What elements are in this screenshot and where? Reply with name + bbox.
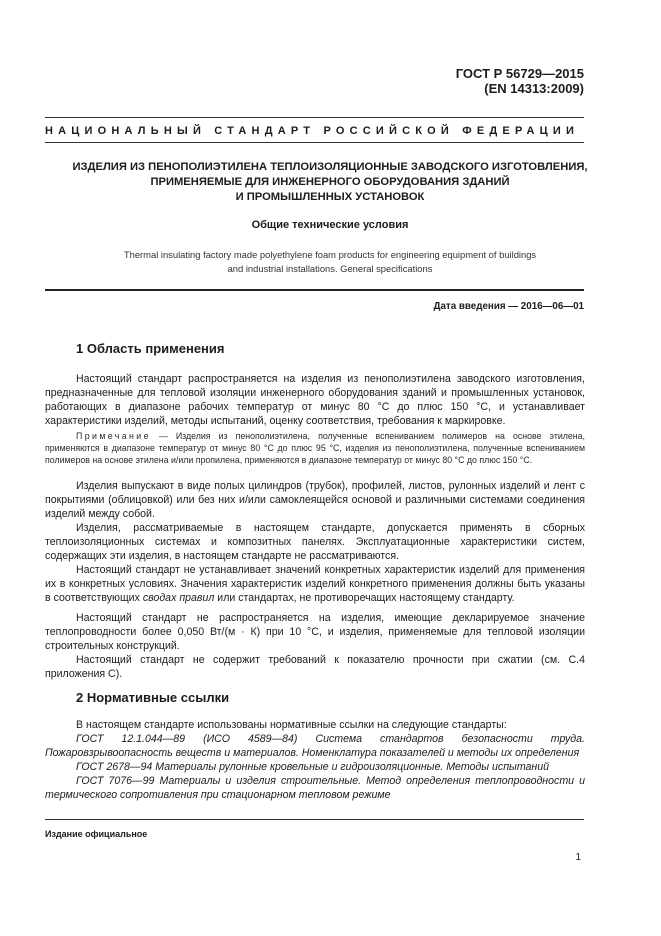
section-1-paragraph <box>45 653 585 681</box>
section-1-note <box>45 430 585 467</box>
english-title <box>45 248 615 276</box>
section-2-heading: 2 Нормативные ссылки <box>76 690 230 705</box>
paragraph-text: Изделия, рассматриваемые в настоящем стандарте, допускается применять в сборных теплоизоляционных системах и композитных панелях. Эксплуатационные характеристики систем, содержащих эти изделия, в настоящем стандарте не рассматриваются. <box>45 522 585 562</box>
paragraph-text: Настоящий стандарт распространяется на изделия из пенополиэтилена заводского изготовления, предназначенные для тепловой изоляции инженерного оборудования зданий и промышленных установок, работающих в диапазоне рабочих температур от минус 80 °С до плюс 150 °С, и устанавливает характеристики изделий, методы испытаний, оценку соответствия, требования к маркировке. <box>45 373 585 427</box>
paragraph-text: В настоящем стандарте использованы нормативные ссылки на следующие стандарты: <box>76 719 507 731</box>
english-title-line: Thermal insulating factory made polyethylene foam products for engineering equipment of buildings <box>123 249 537 260</box>
document-subtitle: Общие технические условия <box>251 219 409 231</box>
paragraph-text: Настоящий стандарт не содержит требований к показателю прочности при сжатии (см. С.4 приложения С). <box>45 654 585 680</box>
paragraph-text: или стандартах, не противоречащих настоящему стандарту. <box>214 592 515 604</box>
paragraph-italic-text: сводах правил <box>142 592 215 604</box>
paragraph-text: Изделия выпускают в виде полых цилиндров (трубок), профилей, листов, рулонных изделий и лент с покрытиями (облицовкой) или без них и/или самоклеящейся основой и различными системами соединения изделий между собой. <box>45 480 585 520</box>
title-rule <box>45 289 584 291</box>
document-title <box>45 160 615 205</box>
note-text: — Изделия из пенополиэтилена, полученные вспениванием полимеров на основе этилена, применяются в диапазоне температур от минус 80 °С до плюс 95 °С, изделия из пенополиэтилена, полученные вспениванием полимеров на основе этилена и/или пропилена, применяются в диапазоне температур от минус 80 °С до плюс 150 °С. <box>45 431 585 466</box>
section-1-paragraph <box>45 521 585 563</box>
top-rule <box>45 117 584 118</box>
reference-text: ГОСТ 2678—94 Материалы рулонные кровельные и гидроизоляционные. Методы испытаний <box>76 761 550 773</box>
normative-reference <box>45 732 585 760</box>
section-1-paragraph <box>45 372 585 428</box>
section-1-heading: 1 Область применения <box>76 341 225 356</box>
paragraph-text: Настоящий стандарт не устанавливает значений конкретных характеристик изделий для применения их в конкретных условиях. Значения характеристик изделий конкретного применения должны быть указаны в соответствующих <box>45 564 585 604</box>
title-line: ПРИМЕНЯЕМЫЕ ДЛЯ ИНЖЕНЕРНОГО ОБОРУДОВАНИЯ ЗДАНИЙ <box>150 176 510 188</box>
title-line: И ПРОМЫШЛЕННЫХ УСТАНОВОК <box>235 191 425 203</box>
section-1-paragraph <box>45 479 585 521</box>
normative-reference <box>45 774 585 802</box>
normative-reference <box>45 760 585 774</box>
gost-number: ГОСТ Р 56729—2015 <box>455 66 584 81</box>
official-edition-label: Издание официальное <box>45 829 148 839</box>
reference-text: ГОСТ 7076—99 Материалы и изделия строительные. Метод определения теплопроводности и термического сопротивления при стационарном тепловом режиме <box>45 775 585 801</box>
section-1-paragraph <box>45 563 585 605</box>
note-label: Примечание <box>76 431 151 441</box>
banner-rule <box>45 142 584 143</box>
footer-rule <box>45 819 584 820</box>
reference-text: ГОСТ 12.1.044—89 (ИСО 4589—84) Система стандартов безопасности труда. Пожаровзрывоопасность веществ и материалов. Номенклатура показателей и методы их определения <box>45 733 585 759</box>
introduction-date: Дата введения — 2016—06—01 <box>433 301 584 312</box>
title-line: ИЗДЕЛИЯ ИЗ ПЕНОПОЛИЭТИЛЕНА ТЕПЛОИЗОЛЯЦИОННЫЕ ЗАВОДСКОГО ИЗГОТОВЛЕНИЯ, <box>72 161 588 173</box>
page-number: 1 <box>575 852 581 863</box>
national-standard-banner: НАЦИОНАЛЬНЫЙ СТАНДАРТ РОССИЙСКОЙ ФЕДЕРАЦИИ <box>45 125 580 137</box>
gost-number-block <box>284 66 584 96</box>
english-title-line: and industrial installations. General specifications <box>227 263 433 274</box>
paragraph-text: Настоящий стандарт не распространяется на изделия, имеющие декларируемое значение теплопроводности более 0,050 Вт/(м · К) при 10 °С, и изделия, применяемые для тепловой изоляции строительных конструкций. <box>45 612 585 652</box>
section-1-paragraph <box>45 611 585 653</box>
section-2-intro <box>45 718 585 732</box>
en-number: (EN 14313:2009) <box>484 81 584 96</box>
